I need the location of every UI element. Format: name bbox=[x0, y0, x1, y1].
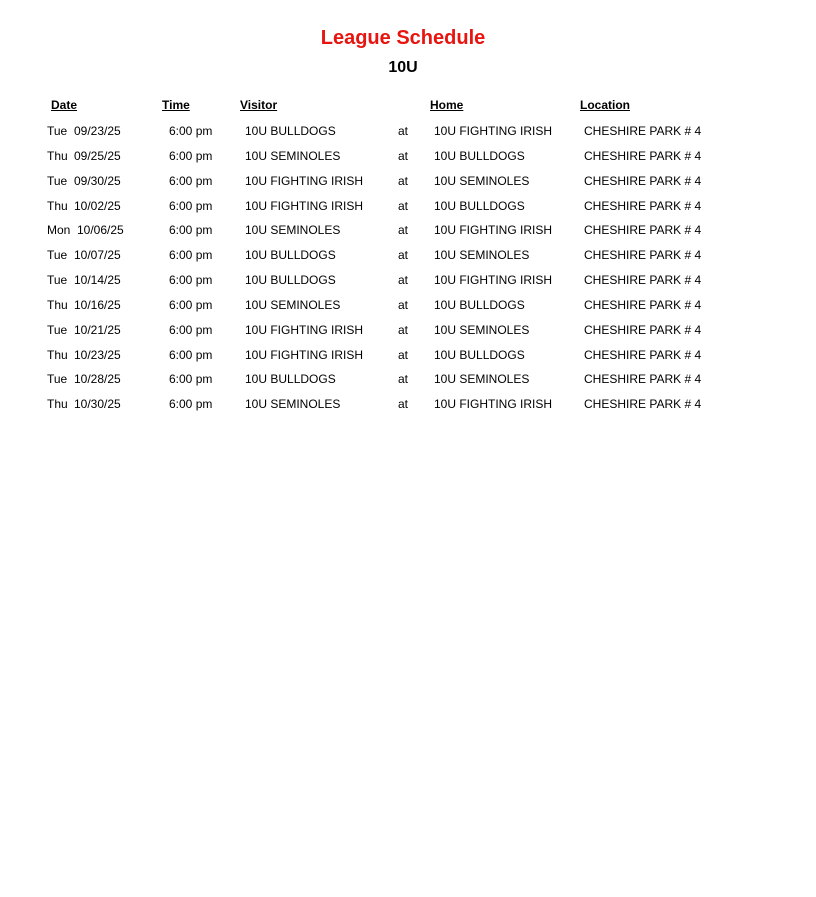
game-location: CHESHIRE PARK # 4 bbox=[584, 124, 702, 138]
game-time: 6:00 pm bbox=[169, 322, 213, 337]
schedule-row bbox=[0, 222, 816, 247]
home-team: 10U BULLDOGS bbox=[434, 297, 525, 312]
schedule-row bbox=[0, 123, 816, 148]
division-subtitle: 10U bbox=[388, 59, 418, 76]
at-separator: at bbox=[398, 248, 409, 263]
game-date: 10/02/25 bbox=[74, 198, 121, 213]
at-separator: at bbox=[398, 173, 409, 188]
game-day: Mon bbox=[47, 223, 71, 238]
at-separator: at bbox=[398, 347, 409, 362]
game-date: 10/16/25 bbox=[74, 297, 121, 312]
at-separator: at bbox=[398, 372, 409, 387]
game-day: Thu bbox=[47, 148, 68, 163]
game-date: 09/25/25 bbox=[74, 148, 121, 163]
game-date: 09/23/25 bbox=[74, 124, 121, 138]
visitor-team: 10U BULLDOGS bbox=[245, 248, 336, 263]
game-time: 6:00 pm bbox=[169, 173, 213, 188]
game-day: Tue bbox=[47, 173, 68, 188]
at-separator: at bbox=[398, 198, 409, 213]
visitor-team: 10U BULLDOGS bbox=[245, 124, 336, 138]
game-day: Thu bbox=[47, 297, 68, 312]
game-date: 10/30/25 bbox=[74, 397, 121, 412]
column-header-visitor: Visitor bbox=[240, 98, 278, 112]
home-team: 10U FIGHTING IRISH bbox=[434, 397, 553, 412]
at-separator: at bbox=[398, 148, 409, 163]
schedule-row bbox=[0, 297, 816, 322]
schedule-row bbox=[0, 322, 816, 347]
visitor-team: 10U FIGHTING IRISH bbox=[245, 198, 364, 213]
game-location: CHESHIRE PARK # 4 bbox=[584, 273, 702, 288]
game-day: Tue bbox=[47, 124, 68, 138]
schedule-row bbox=[0, 198, 816, 223]
home-team: 10U FIGHTING IRISH bbox=[434, 223, 553, 238]
game-day: Thu bbox=[47, 198, 68, 213]
column-header-time: Time bbox=[162, 98, 190, 112]
game-time: 6:00 pm bbox=[169, 124, 213, 138]
game-day: Thu bbox=[47, 397, 68, 412]
schedule-row bbox=[0, 272, 816, 297]
game-date: 10/21/25 bbox=[74, 322, 121, 337]
schedule-row bbox=[0, 173, 816, 198]
game-time: 6:00 pm bbox=[169, 223, 213, 238]
page-title: League Schedule bbox=[320, 27, 486, 49]
game-day: Tue bbox=[47, 273, 68, 288]
game-day: Tue bbox=[47, 322, 68, 337]
game-time: 6:00 pm bbox=[169, 148, 213, 163]
game-time: 6:00 pm bbox=[169, 248, 213, 263]
schedule-row bbox=[0, 247, 816, 272]
visitor-team: 10U FIGHTING IRISH bbox=[245, 347, 364, 362]
game-time: 6:00 pm bbox=[169, 273, 213, 288]
visitor-team: 10U SEMINOLES bbox=[245, 297, 341, 312]
at-separator: at bbox=[398, 322, 409, 337]
schedule-row bbox=[0, 371, 816, 396]
visitor-team: 10U BULLDOGS bbox=[245, 372, 336, 387]
schedule-row bbox=[0, 148, 816, 173]
game-day: Tue bbox=[47, 248, 68, 263]
game-date: 09/30/25 bbox=[74, 173, 121, 188]
home-team: 10U SEMINOLES bbox=[434, 322, 530, 337]
schedule-row bbox=[0, 396, 816, 421]
schedule-column-headers bbox=[0, 97, 816, 113]
home-team: 10U BULLDOGS bbox=[434, 347, 525, 362]
game-location: CHESHIRE PARK # 4 bbox=[584, 397, 702, 412]
game-date: 10/14/25 bbox=[74, 273, 121, 288]
game-date: 10/06/25 bbox=[77, 223, 124, 238]
game-day: Tue bbox=[47, 372, 68, 387]
game-location: CHESHIRE PARK # 4 bbox=[584, 223, 702, 238]
home-team: 10U SEMINOLES bbox=[434, 372, 530, 387]
visitor-team: 10U BULLDOGS bbox=[245, 273, 336, 288]
schedule-table bbox=[0, 123, 816, 421]
game-time: 6:00 pm bbox=[169, 372, 213, 387]
visitor-team: 10U SEMINOLES bbox=[245, 148, 341, 163]
visitor-team: 10U FIGHTING IRISH bbox=[245, 173, 364, 188]
game-location: CHESHIRE PARK # 4 bbox=[584, 248, 702, 263]
game-time: 6:00 pm bbox=[169, 198, 213, 213]
game-location: CHESHIRE PARK # 4 bbox=[584, 322, 702, 337]
schedule-row bbox=[0, 347, 816, 372]
game-location: CHESHIRE PARK # 4 bbox=[584, 372, 702, 387]
home-team: 10U BULLDOGS bbox=[434, 198, 525, 213]
game-location: CHESHIRE PARK # 4 bbox=[584, 347, 702, 362]
game-time: 6:00 pm bbox=[169, 347, 213, 362]
at-separator: at bbox=[398, 397, 409, 412]
at-separator: at bbox=[398, 223, 409, 238]
game-location: CHESHIRE PARK # 4 bbox=[584, 148, 702, 163]
home-team: 10U SEMINOLES bbox=[434, 173, 530, 188]
game-date: 10/07/25 bbox=[74, 248, 121, 263]
visitor-team: 10U SEMINOLES bbox=[245, 223, 341, 238]
home-team: 10U BULLDOGS bbox=[434, 148, 525, 163]
home-team: 10U SEMINOLES bbox=[434, 248, 530, 263]
at-separator: at bbox=[398, 273, 409, 288]
at-separator: at bbox=[398, 297, 409, 312]
visitor-team: 10U FIGHTING IRISH bbox=[245, 322, 364, 337]
game-date: 10/23/25 bbox=[74, 347, 121, 362]
at-separator: at bbox=[398, 124, 409, 138]
game-location: CHESHIRE PARK # 4 bbox=[584, 198, 702, 213]
game-time: 6:00 pm bbox=[169, 397, 213, 412]
game-date: 10/28/25 bbox=[74, 372, 121, 387]
game-location: CHESHIRE PARK # 4 bbox=[584, 173, 702, 188]
game-day: Thu bbox=[47, 347, 68, 362]
column-header-location: Location bbox=[580, 98, 630, 112]
home-team: 10U FIGHTING IRISH bbox=[434, 124, 553, 138]
column-header-date: Date bbox=[51, 98, 78, 112]
column-header-home: Home bbox=[430, 98, 464, 112]
game-location: CHESHIRE PARK # 4 bbox=[584, 297, 702, 312]
visitor-team: 10U SEMINOLES bbox=[245, 397, 341, 412]
home-team: 10U FIGHTING IRISH bbox=[434, 273, 553, 288]
game-time: 6:00 pm bbox=[169, 297, 213, 312]
